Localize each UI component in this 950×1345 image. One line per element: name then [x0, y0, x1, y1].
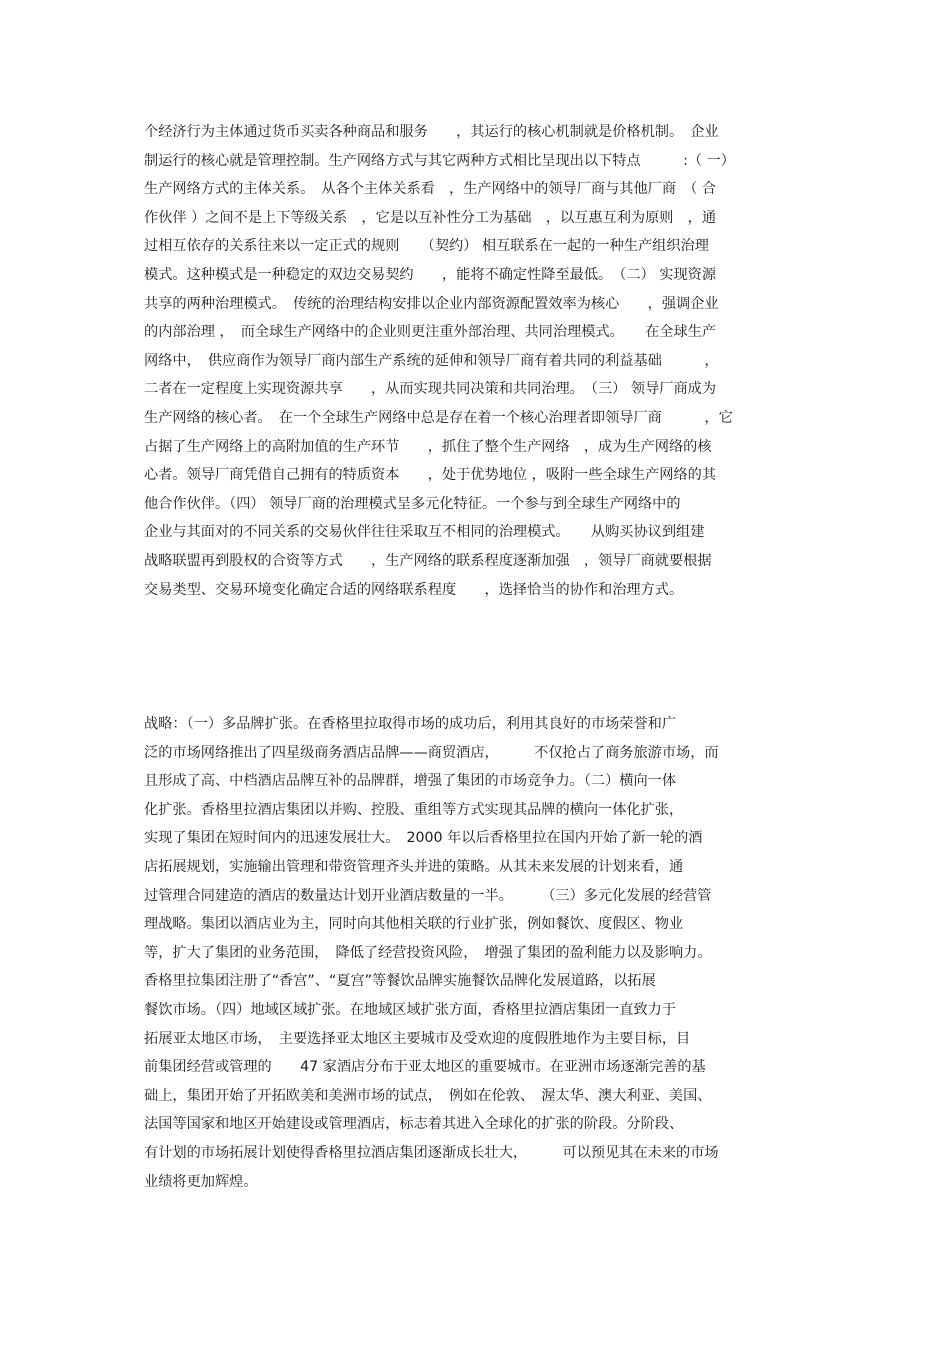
text-line: 餐饮市场。（四）地域区域扩张。在地域区域扩张方面，香格里拉酒店集团一直致力于: [144, 1001, 677, 1018]
text-line: 化扩张。香格里拉酒店集团以并购、控股、重组等方式实现其品牌的横向一体化扩张，: [144, 801, 684, 818]
text-line: 理战略。集团以酒店业为主，同时向其他相关联的行业扩张，例如餐饮、度假区、物业: [144, 916, 684, 933]
text-line: 法国等国家和地区开始建设或管理酒店，标志着其进入全球化的扩张的阶段。分阶段、: [144, 1116, 684, 1133]
text-line: 泛的市场网络推出了四星级商务酒店品牌——商贸酒店， 不仅抢占了商务旅游市场，而: [144, 744, 719, 761]
text-line: 有计划的市场拓展计划使得香格里拉酒店集团逐渐成长壮大， 可以预见其在未来的市场: [144, 1144, 719, 1161]
text-line: 网络中， 供应商作为领导厂商内部生产系统的延伸和领导厂商有着共同的利益基础 ，: [144, 352, 719, 369]
text-line: 制运行的核心就是管理控制。生产网络方式与其它两种方式相比呈现出以下特点 :（ 一）: [144, 152, 735, 169]
text-line: 等，扩大了集团的业务范围， 降低了经营投资风险， 增强了集团的盈利能力以及影响力。: [144, 944, 712, 961]
text-line: 香格里拉集团注册了“香宫”、“夏宫”等餐饮品牌实施餐饮品牌化发展道路，以拓展: [144, 973, 656, 990]
text-line: 作伙伴 ）之间不是上下等级关系 ，它是以互补性分工为基础 ，以互惠互利为原则 ，通: [144, 209, 717, 226]
text-line: 业绩将更加辉煌。: [144, 1173, 258, 1190]
text-line: 的内部治理 ， 而全球生产网络中的企业则更注重外部治理、共同治理模式。 在全球生产: [144, 324, 717, 341]
text-line: 心者。领导厂商凭借自己拥有的特质资本 ，处于优势地位 ，吸附一些全球生产网络的其: [144, 467, 717, 484]
text-line: 共享的两种治理模式。 传统的治理结构安排以企业内部资源配置效率为核心 ，强调企业: [144, 295, 719, 312]
text-line: 占据了生产网络上的高附加值的生产环节 ，抓住了整个生产网络 ，成为生产网络的核: [144, 438, 712, 455]
text-line: 础上，集团开始了开拓欧美和美洲市场的试点， 例如在伦敦、 渥太华、澳大利亚、美国、: [144, 1087, 712, 1104]
text-line: 他合作伙伴。（四） 领导厂商的治理模式呈多元化特征。一个参与到全球生产网络中的: [144, 495, 681, 512]
text-line: 过相互依存的关系往来以一定正式的规则 （契约） 相互联系在一起的一种生产组织治理: [144, 238, 709, 255]
text-line: 交易类型、交易环境变化确定合适的网络联系程度 ，选择恰当的协作和治理方式。: [144, 581, 684, 598]
text-line: 前集团经营或管理的 47 家酒店分布于亚太地区的重要城市。在亚洲市场逐渐完善的基: [144, 1059, 706, 1076]
paragraph-production-network: [144, 118, 814, 604]
text-line: 生产网络方式的主体关系。 从各个主体关系看 ，生产网络中的领导厂商与其他厂商 （ 合: [144, 181, 717, 198]
text-line: 且形成了高、中档酒店品牌互补的品牌群，增强了集团的市场竞争力。（二）横向一体: [144, 773, 677, 790]
text-line: 战略联盟再到股权的合资等方式 ，生产网络的联系程度逐渐加强 ，领导厂商就要根据: [144, 552, 712, 569]
paragraph-shangri-la-strategy: [144, 710, 814, 1196]
text-line: 模式。这种模式是一种稳定的双边交易契约 ，能将不确定性降至最低。 （二） 实现资源: [144, 266, 717, 283]
text-line: 拓展亚太地区市场， 主要选择亚太地区主要城市及受欢迎的度假胜地作为主要目标，目: [144, 1030, 691, 1047]
text-line: 实现了集团在短时间内的迅速发展壮大。 2000 年以后香格里拉在国内开始了新一轮的酒: [144, 830, 703, 847]
text-line: 企业与其面对的不同关系的交易伙伴往往采取互不相同的治理模式。 从购买协议到组建: [144, 524, 705, 541]
text-line: 生产网络的核心者。 在一个全球生产网络中总是存在着一个核心治理者即领导厂商 ，它: [144, 409, 733, 426]
text-line: 过管理合同建造的酒店的数量达计划开业酒店数量的一半。 （三）多元化发展的经营管: [144, 887, 712, 904]
text-line: 店拓展规划，实施输出管理和带资管理齐头并进的策略。从其未来发展的计划来看，通: [144, 858, 684, 875]
text-line: 个经济行为主体通过货币买卖各种商品和服务 ，其运行的核心机制就是价格机制。 企业: [144, 124, 719, 140]
text-line: 战略：（一）多品牌扩张。在香格里拉取得市场的成功后，利用其良好的市场荣誉和广: [144, 716, 677, 732]
text-line: 二者在一定程度上实现资源共享 ，从而实现共同决策和共同治理。 （三） 领导厂商成为: [144, 381, 717, 398]
